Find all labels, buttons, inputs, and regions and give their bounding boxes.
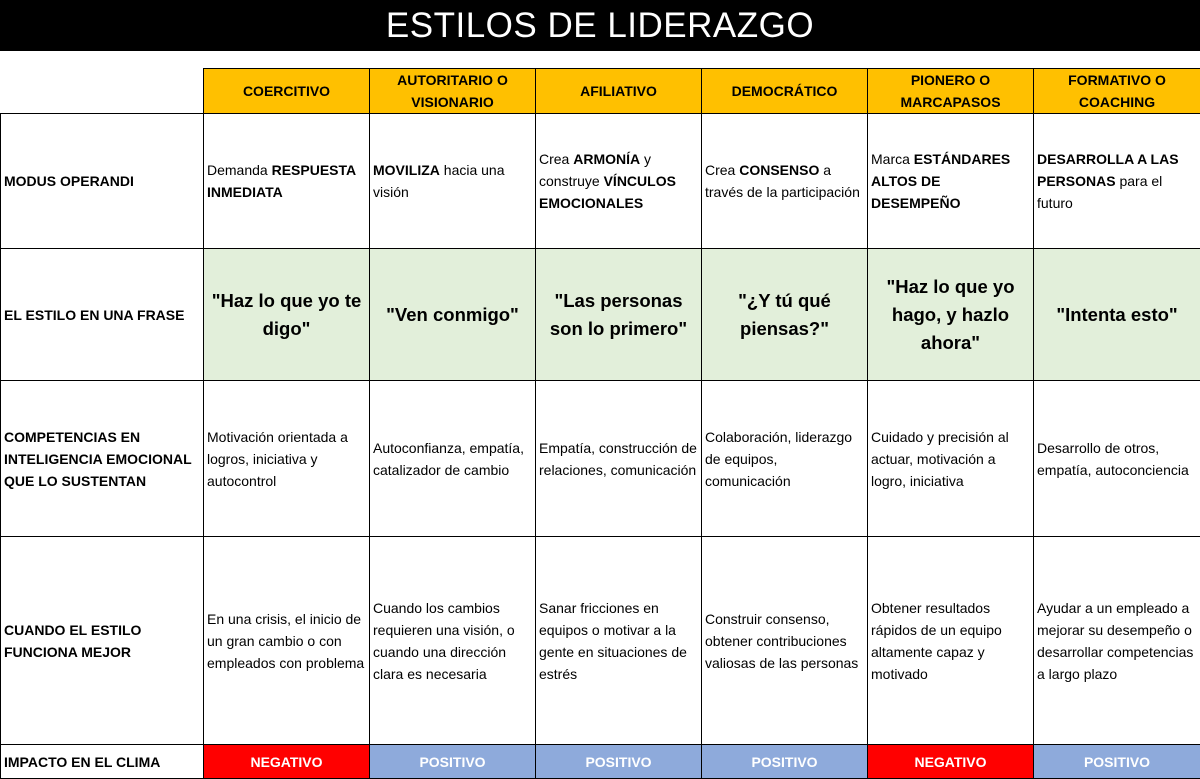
table-cell: Colaboración, liderazgo de equipos, comunicación (702, 381, 868, 537)
table-cell: Crea ARMONÍA y construye VÍNCULOS EMOCIONALES (536, 114, 702, 249)
table-row-cuando (1, 537, 1200, 745)
quote-cell: "Haz lo que yo te digo" (204, 249, 370, 381)
column-header: AUTORITARIO O VISIONARIO (370, 69, 536, 114)
table-cell: Sanar fricciones en equipos o motivar a la gente en situaciones de estrés (536, 537, 702, 745)
impact-badge-positive: POSITIVO (702, 745, 868, 779)
table-cell: Autoconfianza, empatía, catalizador de cambio (370, 381, 536, 537)
table-row-frase (1, 249, 1200, 381)
quote-cell: "Haz lo que yo hago, y hazlo ahora" (868, 249, 1034, 381)
table-cell: Demanda RESPUESTA INMEDIATA (204, 114, 370, 249)
table-cell: DESARROLLA A LAS PERSONAS para el futuro (1034, 114, 1200, 249)
table-cell: Empatía, construcción de relaciones, comunicación (536, 381, 702, 537)
quote-cell: "Las personas son lo primero" (536, 249, 702, 381)
table-row-competencias (1, 381, 1200, 537)
impact-badge-negative: NEGATIVO (204, 745, 370, 779)
row-label: MODUS OPERANDI (1, 114, 204, 249)
column-header: PIONERO O MARCAPASOS (868, 69, 1034, 114)
table-row-impacto (1, 745, 1200, 779)
impact-badge-positive: POSITIVO (1034, 745, 1200, 779)
leadership-styles-table (0, 68, 1200, 779)
quote-cell: "Intenta esto" (1034, 249, 1200, 381)
column-header: AFILIATIVO (536, 69, 702, 114)
table-cell: Crea CONSENSO a través de la participación (702, 114, 868, 249)
column-header: COERCITIVO (204, 69, 370, 114)
header-row (1, 69, 1200, 114)
impact-badge-positive: POSITIVO (536, 745, 702, 779)
table-cell: Ayudar a un empleado a mejorar su desempeño o desarrollar competencias a largo plazo (1034, 537, 1200, 745)
table-cell: Marca ESTÁNDARES ALTOS DE DESEMPEÑO (868, 114, 1034, 249)
quote-cell: "Ven conmigo" (370, 249, 536, 381)
column-header: DEMOCRÁTICO (702, 69, 868, 114)
impact-badge-negative: NEGATIVO (868, 745, 1034, 779)
table-cell: Construir consenso, obtener contribuciones valiosas de las personas (702, 537, 868, 745)
table-cell: Obtener resultados rápidos de un equipo altamente capaz y motivado (868, 537, 1034, 745)
quote-cell: "¿Y tú qué piensas?" (702, 249, 868, 381)
corner-cell (1, 69, 204, 114)
row-label: CUANDO EL ESTILO FUNCIONA MEJOR (1, 537, 204, 745)
table-cell: En una crisis, el inicio de un gran cambio o con empleados con problema (204, 537, 370, 745)
table-cell: MOVILIZA hacia una visión (370, 114, 536, 249)
table-cell: Cuando los cambios requieren una visión, o cuando una dirección clara es necesaria (370, 537, 536, 745)
page-title: ESTILOS DE LIDERAZGO (0, 0, 1200, 51)
row-label: EL ESTILO EN UNA FRASE (1, 249, 204, 381)
row-label: IMPACTO EN EL CLIMA (1, 745, 204, 779)
table-cell: Cuidado y precisión al actuar, motivación a logro, iniciativa (868, 381, 1034, 537)
table-row-modus-operandi (1, 114, 1200, 249)
table-cell: Motivación orientada a logros, iniciativa y autocontrol (204, 381, 370, 537)
impact-badge-positive: POSITIVO (370, 745, 536, 779)
table-cell: Desarrollo de otros, empatía, autoconciencia (1034, 381, 1200, 537)
column-header: FORMATIVO O COACHING (1034, 69, 1200, 114)
row-label: COMPETENCIAS EN INTELIGENCIA EMOCIONAL QUE LO SUSTENTAN (1, 381, 204, 537)
